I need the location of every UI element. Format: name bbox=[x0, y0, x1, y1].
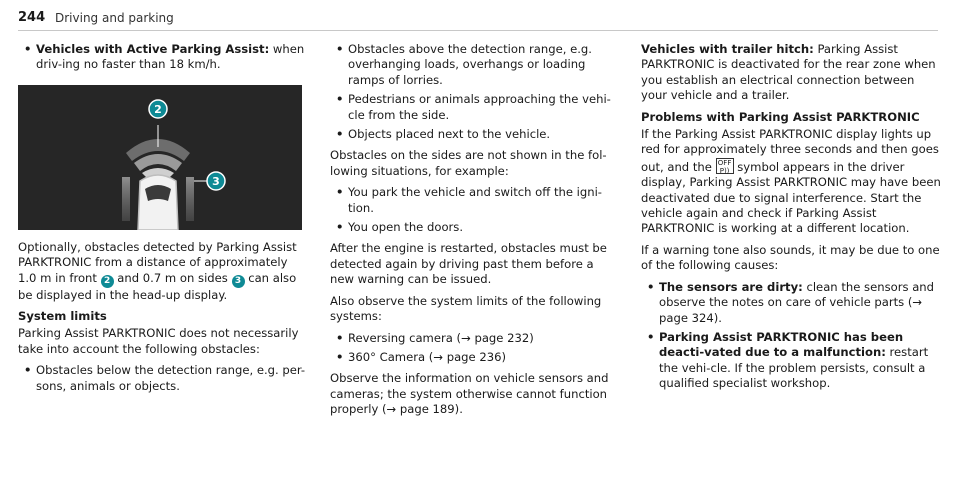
side-zone-right bbox=[186, 177, 194, 221]
text-fragment: Optionally, obstacles detected by Parking Assist PARKTRONIC from a distance of approximately 1.0 m in front bbox=[18, 239, 297, 285]
list-item bbox=[641, 280, 941, 326]
icon-text-top: OFF bbox=[717, 158, 732, 167]
paragraph-system-limits: Parking Assist PARKTRONIC does not necessarily take into account the following obstacles: bbox=[18, 326, 299, 356]
callout-badge-inline-2: 2 bbox=[101, 275, 114, 288]
list-item: • You open the doors. bbox=[330, 220, 620, 235]
paragraph-optional-display bbox=[18, 240, 306, 303]
windshield-icon bbox=[145, 185, 171, 201]
list-item: • Obstacles below the detection range, e.g. per-sons, animals or objects. bbox=[18, 363, 306, 394]
paragraph-sides: Obstacles on the sides are not shown in the fol-lowing situations, for example: bbox=[330, 148, 607, 178]
heading-system-limits: System limits bbox=[18, 309, 107, 324]
list-item: • Pedestrians or animals approaching the vehi-cle from the side. bbox=[330, 92, 620, 123]
page-header bbox=[18, 4, 938, 31]
list-item-text: when driv-ing no faster than 18 km/h. bbox=[36, 42, 305, 72]
page-number: 244 bbox=[18, 10, 46, 25]
parktronic-off-icon bbox=[716, 158, 734, 174]
parking-sensor-figure bbox=[18, 85, 302, 230]
callout-label-2: 2 bbox=[154, 102, 162, 116]
paragraph-trailer bbox=[641, 42, 941, 104]
list-item-360-camera-link[interactable]: • 360° Camera (→ page 236) bbox=[330, 350, 620, 365]
list-item-text: clean the sensors and observe the notes on care of vehicle parts (→ page 324). bbox=[659, 279, 935, 325]
column-middle bbox=[330, 42, 620, 424]
car-icon bbox=[138, 175, 178, 230]
bullet-list-systems bbox=[330, 331, 620, 366]
side-zone-left bbox=[122, 177, 130, 221]
column-left bbox=[18, 42, 306, 400]
column-right bbox=[641, 42, 941, 398]
list-item bbox=[641, 330, 941, 392]
icon-text-bottom: P)) bbox=[719, 166, 730, 175]
text-fragment: Parking Assist PARKTRONIC is deactivated for the rear zone when you establish an electrical connection between your vehicle and a trailer. bbox=[641, 42, 936, 103]
bullet-list-obstacles bbox=[18, 363, 306, 394]
bold-label: Vehicles with trailer hitch: bbox=[641, 42, 814, 56]
list-item bbox=[18, 42, 306, 73]
bullet-list-obstacles-cont bbox=[330, 42, 620, 142]
bold-label: Vehicles with Active Parking Assist: bbox=[36, 42, 270, 56]
list-item: • Obstacles above the detection range, e.g. overhanging loads, overhangs or loading ramps of lorries. bbox=[330, 42, 620, 88]
text-fragment: symbol appears in the driver display, Parking Assist PARKTRONIC may have been deactivated due to signal interference. Start the vehicle again and check if Parking Assist PARKTRONIC is working at a different location. bbox=[641, 159, 941, 236]
text-fragment: and 0.7 m on sides bbox=[113, 270, 232, 285]
list-item: • You park the vehicle and switch off the igni-tion. bbox=[330, 185, 620, 216]
bullet-list-situations bbox=[330, 185, 620, 235]
heading-problems: Problems with Parking Assist PARKTRONIC bbox=[641, 109, 920, 124]
bullet-list-active-parking bbox=[18, 42, 306, 73]
paragraph-observe: Also observe the system limits of the following systems: bbox=[330, 293, 602, 324]
text-fragment: can also be displayed in the head-up display. bbox=[18, 270, 297, 302]
callout-label-3: 3 bbox=[212, 174, 220, 188]
bold-label: The sensors are dirty: bbox=[659, 279, 803, 294]
list-item-text: restart the vehi-cle. If the problem persists, consult a qualified specialist workshop. bbox=[659, 345, 929, 391]
list-item-reversing-camera-link[interactable]: • Reversing camera (→ page 232) bbox=[330, 331, 620, 346]
paragraph-problems bbox=[641, 127, 941, 237]
bold-label: Parking Assist PARKTRONIC has been deacti-vated due to a malfunction: bbox=[659, 329, 904, 360]
bullet-list-causes bbox=[641, 280, 941, 392]
callout-badge-inline-3: 3 bbox=[232, 275, 245, 288]
section-title: Driving and parking bbox=[55, 11, 174, 25]
paragraph-sensor-info: Observe the information on vehicle sensors and cameras; the system otherwise cannot function properly (→ page 189). bbox=[330, 371, 609, 417]
paragraph-warning-tone: If a warning tone also sounds, it may be due to one of the following causes: bbox=[641, 242, 940, 273]
text-fragment: If the Parking Assist PARKTRONIC display lights up red for approximately three seconds and then goes out, and the bbox=[641, 127, 939, 174]
paragraph-restart: After the engine is restarted, obstacles must be detected again by driving past them before a new warning can be issued. bbox=[330, 241, 607, 287]
car-sensor-illustration bbox=[18, 85, 302, 230]
list-item: • Objects placed next to the vehicle. bbox=[330, 127, 620, 142]
